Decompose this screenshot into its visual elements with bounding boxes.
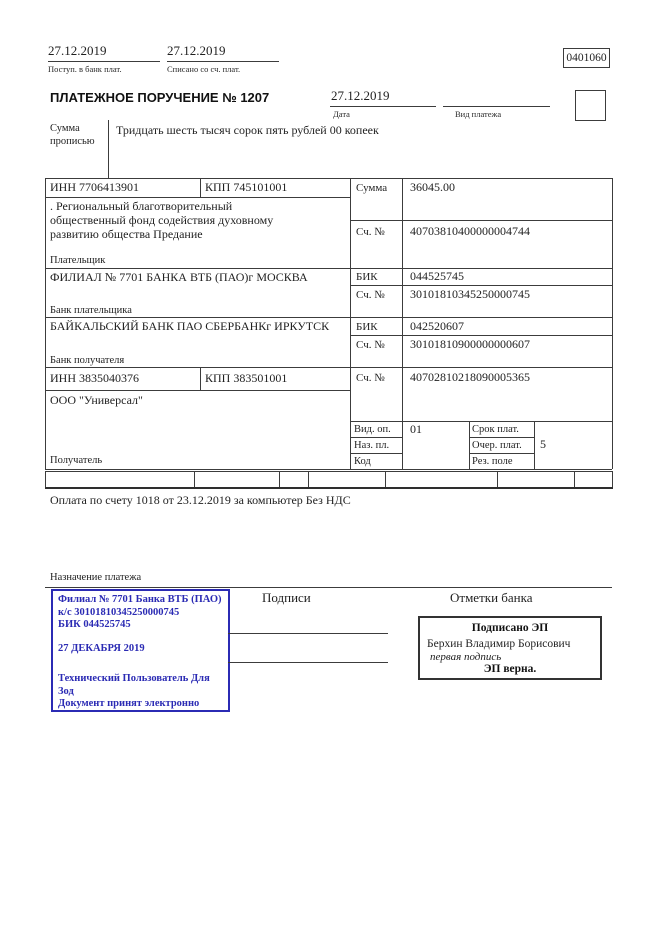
- signatures-header: Подписи: [262, 590, 311, 605]
- amount-words-divider: [108, 120, 109, 178]
- payer-name-line: общественный фонд содействия духовному: [50, 213, 274, 227]
- stamp-bik: БИК 044525745: [58, 619, 131, 630]
- reserve-field-label: Рез. поле: [472, 456, 513, 467]
- payee-label: Получатель: [50, 455, 103, 466]
- payer-bank-account: 30101810345250000745: [410, 287, 530, 301]
- table-border: [350, 453, 402, 454]
- table-border: [45, 367, 612, 368]
- payer-bank-bik: 044525745: [410, 269, 464, 283]
- table-border: [402, 178, 403, 469]
- payer-bank-bik-label: БИК: [356, 271, 378, 283]
- payee-kpp: КПП 383501001: [205, 371, 288, 385]
- esign-signer-name: Берхин Владимир Борисович: [427, 638, 571, 650]
- table-border: [200, 178, 201, 197]
- document-title: ПЛАТЕЖНОЕ ПОРУЧЕНИЕ № 1207: [50, 90, 270, 105]
- payment-type-box: [575, 90, 606, 121]
- stamp-user-line-2: Зод: [58, 686, 74, 697]
- received-date: 27.12.2019: [48, 43, 107, 58]
- purpose-underline: [45, 587, 612, 588]
- esign-title: Подписано ЭП: [471, 622, 549, 634]
- tax-row-border: [497, 471, 498, 488]
- table-border: [45, 390, 350, 391]
- tax-row-border: [279, 471, 280, 488]
- tax-row-border: [194, 471, 195, 488]
- pay-purpose-code-label: Наз. пл.: [354, 440, 390, 451]
- signature-line-2: [228, 662, 388, 663]
- stamp-bank-name: Филиал № 7701 Банка ВТБ (ПАО): [58, 594, 222, 605]
- priority-label: Очер. плат.: [472, 440, 522, 451]
- op-type-value: 01: [410, 422, 422, 436]
- bank-stamp: [51, 589, 230, 712]
- received-date-underline: [48, 61, 160, 62]
- amount-in-words: Тридцать шесть тысяч сорок пять рублей 00 копеек: [116, 123, 379, 137]
- amount-words-label-1: Сумма: [50, 123, 80, 134]
- table-border: [534, 421, 535, 469]
- table-border: [350, 285, 612, 286]
- esign-signature-kind: первая подпись: [430, 651, 502, 663]
- table-border: [612, 178, 613, 469]
- tax-row-border: [45, 471, 612, 472]
- stamp-accepted-note: Документ принят электронно: [58, 698, 200, 709]
- table-border: [200, 367, 201, 390]
- debited-date-label: Списано со сч. плат.: [167, 64, 241, 74]
- code-label: Код: [354, 456, 371, 467]
- form-code-box: [563, 48, 610, 68]
- form-code: 0401060: [566, 52, 607, 64]
- payer-kpp: КПП 745101001: [205, 180, 288, 194]
- op-type-label: Вид. оп.: [354, 424, 391, 435]
- payer-bank-name: ФИЛИАЛ № 7701 БАНКА ВТБ (ПАО)г МОСКВА: [50, 270, 308, 284]
- esign-verdict: ЭП верна.: [483, 663, 537, 675]
- payee-bank-bik: 042520607: [410, 319, 464, 333]
- payer-name-line: развитию общества Предание: [50, 227, 203, 241]
- payee-bank-label: Банк получателя: [50, 355, 125, 366]
- debited-date-underline: [167, 61, 279, 62]
- payee-bank-bik-label: БИК: [356, 321, 378, 333]
- tax-row-border: [308, 471, 309, 488]
- amount-label: Сумма: [356, 182, 388, 194]
- esignature-stamp: [418, 616, 602, 680]
- table-border: [350, 178, 351, 469]
- bank-marks-header: Отметки банка: [450, 590, 533, 605]
- payer-name-line: . Региональный благотворительный: [50, 199, 233, 213]
- table-border: [350, 335, 612, 336]
- payment-purpose-label: Назначение платежа: [50, 572, 142, 583]
- payer-label: Плательщик: [50, 255, 106, 266]
- payer-bank-account-label: Сч. №: [356, 289, 385, 301]
- payer-account: 40703810400000004744: [410, 224, 530, 238]
- table-border: [469, 453, 534, 454]
- payee-bank-account-label: Сч. №: [356, 339, 385, 351]
- date-label: Дата: [333, 109, 350, 119]
- payment-purpose-text: Оплата по счету 1018 от 23.12.2019 за компьютер Без НДС: [50, 493, 351, 507]
- table-border: [45, 268, 612, 269]
- table-border: [45, 178, 612, 179]
- payee-name: ООО "Универсал": [50, 393, 143, 407]
- tax-row-border: [385, 471, 386, 488]
- signature-line-1: [228, 633, 388, 634]
- payment-type-label: Вид платежа: [455, 109, 502, 119]
- tax-row-border: [45, 471, 46, 488]
- payer-bank-label: Банк плательщика: [50, 305, 132, 316]
- date-underline: [330, 106, 436, 107]
- table-border: [45, 178, 46, 469]
- payee-bank-account: 30101810900000000607: [410, 337, 530, 351]
- table-border: [45, 317, 612, 318]
- payment-type-underline: [443, 106, 550, 107]
- amount-words-label-2: прописью: [50, 136, 95, 147]
- document-date: 27.12.2019: [331, 88, 390, 103]
- stamp-date: 27 ДЕКАБРЯ 2019: [58, 643, 145, 654]
- payer-account-label: Сч. №: [356, 226, 385, 238]
- tax-row-border: [574, 471, 575, 488]
- table-border: [350, 421, 612, 422]
- payee-account: 40702810218090005365: [410, 370, 530, 384]
- tax-row-border: [612, 471, 613, 488]
- table-border: [469, 437, 534, 438]
- payee-bank-name: БАЙКАЛЬСКИЙ БАНК ПАО СБЕРБАНКг ИРКУТСК: [50, 319, 330, 333]
- tax-row-bottom-border: [45, 487, 613, 489]
- received-date-label: Поступ. в банк плат.: [48, 64, 122, 74]
- payee-inn: ИНН 3835040376: [50, 371, 139, 385]
- debited-date: 27.12.2019: [167, 43, 226, 58]
- stamp-corr-account: к/с 30101810345250000745: [58, 607, 180, 618]
- amount-value: 36045.00: [410, 180, 455, 194]
- payee-account-label: Сч. №: [356, 372, 385, 384]
- table-border: [350, 437, 402, 438]
- stamp-user-line-1: Технический Пользователь Для: [58, 673, 210, 684]
- payer-inn: ИНН 7706413901: [50, 180, 139, 194]
- table-border: [45, 197, 350, 198]
- due-date-label: Срок плат.: [472, 424, 519, 435]
- table-border: [469, 421, 470, 469]
- table-border: [45, 469, 612, 470]
- table-border: [350, 220, 612, 221]
- priority-value: 5: [540, 437, 546, 451]
